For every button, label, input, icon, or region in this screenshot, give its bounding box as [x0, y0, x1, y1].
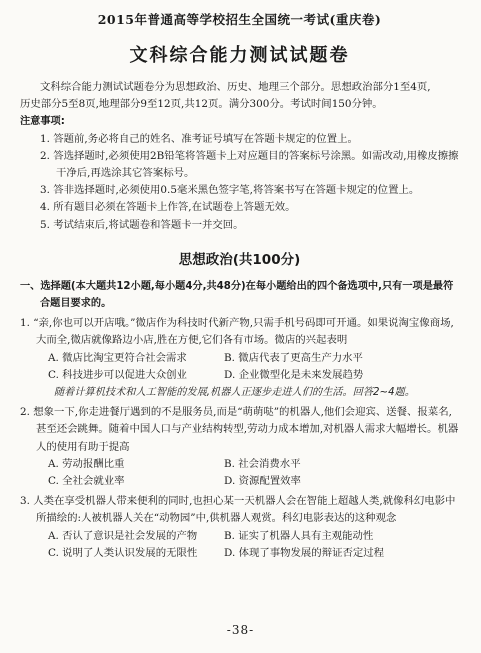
option-a: A. 微店比淘宝更符合社会需求	[48, 351, 187, 364]
option-a: A. 否认了意识是社会发展的产物	[48, 529, 198, 542]
note-item: 5. 考试结束后,将试题卷和答题卡一并交回。	[40, 218, 244, 231]
option-c: C. 科技进步可以促进大众创业	[48, 368, 187, 381]
note-item: 2. 答选择题时,必须使用2B铅笔将答题卡上对应题目的答案标号涂黑。如需改动,用橡皮擦擦干净后,再选涂其它答案标号。	[40, 149, 459, 180]
handwritten-note: 随着计算机技术和人工智能的发展,机器人正逐步走进人们的生活。回答2~4题。	[54, 387, 415, 399]
question-stem: 2. 想象一下,你走进餐厅遇到的不是服务员,而是“萌萌哒”的机器人,他们会迎宾、送餐、报菜名,甚至还会跳舞。随着中国人口与产业结构转型,劳动力成本增加,对机器人需求大幅增长。机器人的使用有助于提高	[20, 406, 459, 453]
question-stem: 1. “亲,你也可以开店哦。”微店作为科技时代新产物,只需手机号码即可开通。如果说淘宝像商场,大而全,微店就像路边小店,胜在方便,它们各有市场。微店的兴起表明	[20, 317, 454, 347]
option-row	[20, 456, 459, 473]
page-number: -38-	[226, 623, 255, 637]
option-d: D. 企业微型化是未来发展趋势	[224, 368, 364, 381]
intro-line-2: 历史部分5至8页,地理部分9至12页,共12页。满分300分。考试时间150分钟。	[20, 98, 383, 111]
section-title: 思想政治(共100分)	[178, 251, 301, 268]
question-2	[20, 404, 459, 490]
intro-block	[20, 79, 459, 113]
question-stem: 3. 人类在享受机器人带来便利的同时,也担心某一天机器人会在智能上超越人类,就像科幻电影中所描绘的:人被机器人关在“动物园”中,供机器人观赏。科幻电影表达的这种观念	[20, 495, 456, 525]
note-item: 4. 所有题目必须在答题卡上作答,在试题卷上答题无效。	[40, 201, 296, 214]
part-title: 一、选择题(本大题共12小题,每小题4分,共48分)在每小题给出的四个备选项中,只有一项是最符合题目要求的。	[20, 280, 454, 310]
option-c: C. 说明了人类认识发展的无限性	[48, 546, 198, 559]
paper-title: 文科综合能力测试试题卷	[129, 45, 350, 66]
option-a: A. 劳动报酬比重	[48, 457, 125, 470]
option-c: C. 全社会就业率	[48, 475, 125, 488]
option-b: B. 社会消费水平	[224, 457, 301, 470]
notes-list	[20, 131, 459, 234]
note-item: 1. 答题前,务必将自己的姓名、准考证号填写在答题卡规定的位置上。	[40, 132, 358, 145]
question-1	[20, 315, 459, 384]
option-row	[20, 473, 459, 490]
option-b: B. 微店代表了更高生产力水平	[224, 351, 363, 364]
option-d: D. 资源配置效率	[224, 475, 301, 488]
notes-title: 注意事项:	[20, 116, 65, 128]
intro-line-1: 文科综合能力测试试题卷分为思想政治、历史、地理三个部分。思想政治部分1至4页,	[40, 81, 431, 93]
exam-header: 2015年普通高等学校招生全国统一考试(重庆卷)	[97, 12, 382, 27]
option-d: D. 体现了事物发展的辩证否定过程	[224, 546, 385, 559]
option-row	[20, 545, 459, 562]
question-3	[20, 493, 459, 562]
note-item: 3. 答非选择题时,必须使用0.5毫米黑色签字笔,将答案书写在答题卡规定的位置上。	[40, 184, 420, 197]
option-row	[20, 528, 459, 545]
option-row	[20, 350, 459, 367]
option-b: B. 证实了机器人具有主观能动性	[224, 529, 374, 542]
option-row	[20, 367, 459, 384]
